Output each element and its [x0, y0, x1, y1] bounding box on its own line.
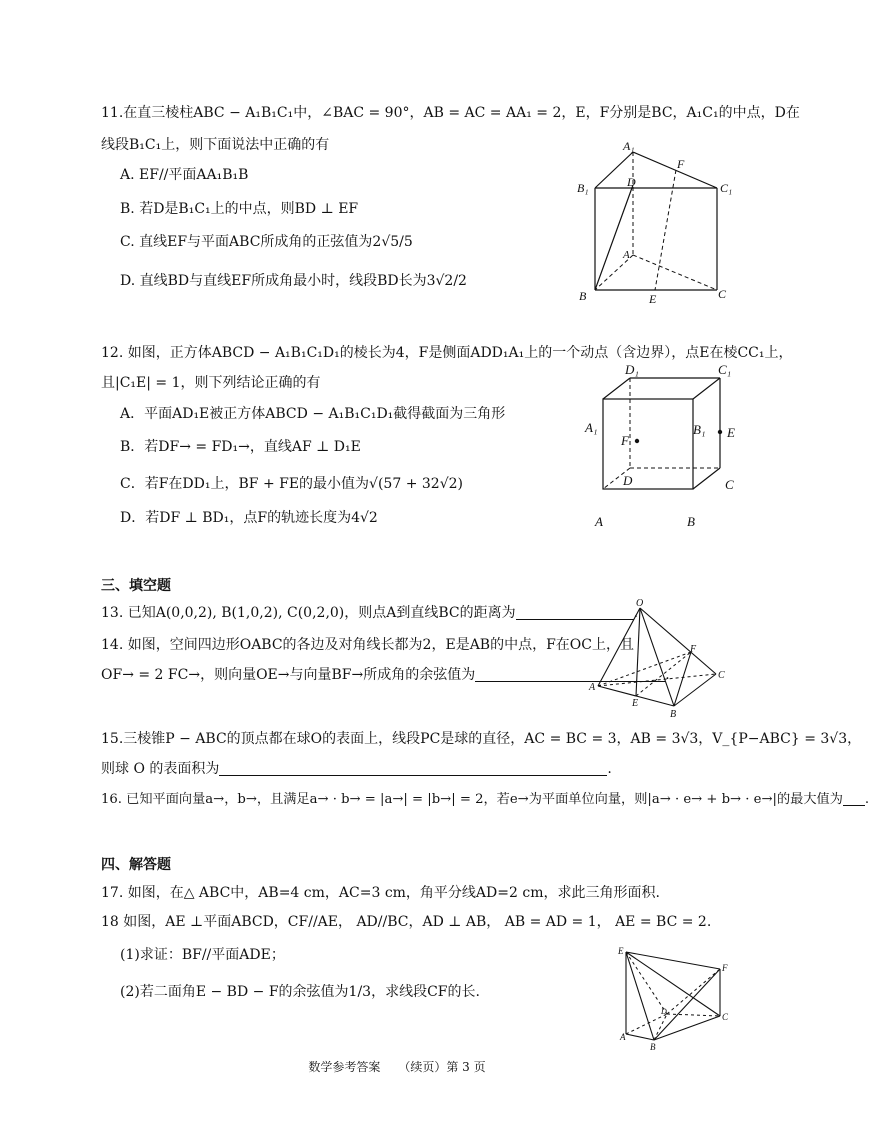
q11-option-c: C. 直线EF与平面ABC所成角的正弦值为2√5/5 — [120, 234, 413, 250]
q11-label-a1: A₁ — [623, 139, 635, 153]
q18-label-c: C — [722, 1012, 729, 1022]
q11-prism-figure — [565, 140, 740, 310]
q11-label-e: E — [649, 292, 657, 306]
q11-option-d: D. 直线BD与直线EF所成角最小时，线段BD长为3√2/2 — [120, 273, 467, 289]
q11-label-d: D — [627, 175, 636, 189]
q14-label-o: O — [636, 598, 644, 609]
q12-option-a: A．平面AD₁E被正方体ABCD − A₁B₁C₁D₁截得截面为三角形 — [120, 406, 506, 422]
q15-answer-blank — [219, 761, 607, 776]
q13-text: 13. 已知A(0,0,2), B(1,0,2), C(0,2,0)，则点A到直线BC的距离为 — [101, 605, 516, 621]
q12-stem-line2: 且|C₁E| = 1，则下列结论正确的有 — [101, 375, 321, 391]
q14-text: OF→ = 2 FC→，则向量OE→与向量BF→所成角的余弦值为 — [101, 667, 476, 683]
q12-label-d: D — [623, 473, 633, 488]
q13-line — [101, 604, 638, 622]
q11-label-c: C — [718, 287, 727, 301]
q16-answer-blank — [843, 791, 865, 806]
q15-end: . — [607, 761, 612, 777]
q18-label-a: A — [620, 1032, 626, 1042]
q15-text: 则球 O 的表面积为 — [101, 761, 220, 777]
q12-option-d: D．若DF ⊥ BD₁，点F的轨迹长度为4√2 — [120, 510, 378, 526]
q14-stem-line1: 14. 如图，空间四边形OABC的各边及对角线长都为2，E是AB的中点，F在OC上，且 — [101, 637, 634, 653]
section-fill-in-title: 三、填空题 — [101, 578, 171, 594]
q11-label-f: F — [677, 157, 685, 171]
q12-label-a: A — [595, 514, 603, 529]
q14-line2 — [101, 666, 670, 684]
q18-stem: 18 如图，AE ⊥平面ABCD，CF//AE， AD//BC，AD ⊥ AB， AB = AD = 1， AE = BC = 2. — [101, 914, 712, 930]
q12-option-c: C．若F在DD₁上，BF + FE的最小值为√(57 + 32√2) — [120, 476, 463, 492]
q18-part-2: (2)若二面角E − BD − F的余弦值为1/3，求线段CF的长. — [120, 984, 480, 1000]
q11-label-b: B — [579, 289, 587, 303]
q11-label-c1: C₁ — [720, 181, 733, 195]
q12-label-e: E — [727, 425, 735, 440]
q12-label-d1: D₁ — [625, 362, 639, 377]
q14-end: . — [665, 667, 670, 683]
q17-text: 17. 如图，在△ ABC中，AB=4 cm，AC=3 cm，角平分线AD=2 cm，求此三角形面积. — [101, 885, 660, 901]
q14-label-e: E — [632, 698, 639, 709]
q11-label-a: A — [623, 249, 630, 261]
page-footer: 数学参考答案 （续页）第 3 页 — [308, 1060, 486, 1074]
q14-label-a: A — [589, 682, 596, 693]
q14-label-f: F — [690, 644, 697, 655]
q11-label-b1: B₁ — [577, 181, 589, 195]
q11-stem-line1: 11.在直三棱柱ABC − A₁B₁C₁中，∠BAC = 90°，AB = AC = AA₁ = 2，E，F分别是BC，A₁C₁的中点，D在 — [101, 105, 800, 121]
q13-end: . — [633, 605, 639, 621]
q14-label-b: B — [670, 709, 677, 720]
q14-tetrahedron-figure — [588, 598, 728, 720]
section-solution-title: 四、解答题 — [101, 857, 171, 873]
q18-label-d: D — [661, 1007, 667, 1016]
q12-label-c1: C₁ — [718, 362, 732, 377]
q16-line — [101, 791, 869, 809]
q11-stem-line2: 线段B₁C₁上，则下面说法中正确的有 — [101, 137, 330, 153]
q18-label-f: F — [722, 963, 728, 973]
q15-stem-line1: 15.三棱锥P − ABC的顶点都在球O的表面上，线段PC是球的直径，AC = BC = 3，AB = 3√3，V_{P−ABC} = 3√3， — [101, 731, 862, 747]
q18-label-e: E — [618, 946, 624, 956]
q16-text: 16. 已知平面向量a→，b→，且满足a→ · b→ = |a→| = |b→| = 2，若e→为平面单位向量，则|a→ · e→ + b→ · e→|的最大值为 — [101, 792, 843, 807]
q11-option-b: B. 若D是B₁C₁上的中点，则BD ⊥ EF — [120, 201, 359, 217]
q15-line2 — [101, 760, 612, 778]
q18-solid-figure — [612, 944, 737, 1052]
q18-part-1: (1)求证：BF//平面ADE； — [120, 947, 285, 963]
q12-point-f-dot — [635, 439, 639, 443]
q12-label-b1: B₁ — [693, 422, 706, 437]
q12-cube-figure — [585, 362, 745, 533]
q12-label-a1: A₁ — [585, 420, 598, 435]
q16-end: . — [864, 792, 869, 807]
q12-stem-line1: 12. 如图，正方体ABCD − A₁B₁C₁D₁的棱长为4，F是侧面ADD₁A₁上的一个动点（含边界），点E在棱CC₁上， — [101, 345, 793, 361]
q11-option-a: A. EF//平面AA₁B₁B — [120, 167, 249, 183]
q18-label-b: B — [650, 1042, 656, 1052]
q12-label-b: B — [687, 514, 695, 529]
q12-point-e-dot — [718, 430, 722, 434]
q12-option-b: B．若DF→ = FD₁→，直线AF ⊥ D₁E — [120, 439, 361, 455]
q12-label-f: F — [621, 433, 629, 448]
q14-label-c: C — [718, 670, 725, 681]
q12-label-c: C — [725, 477, 734, 492]
